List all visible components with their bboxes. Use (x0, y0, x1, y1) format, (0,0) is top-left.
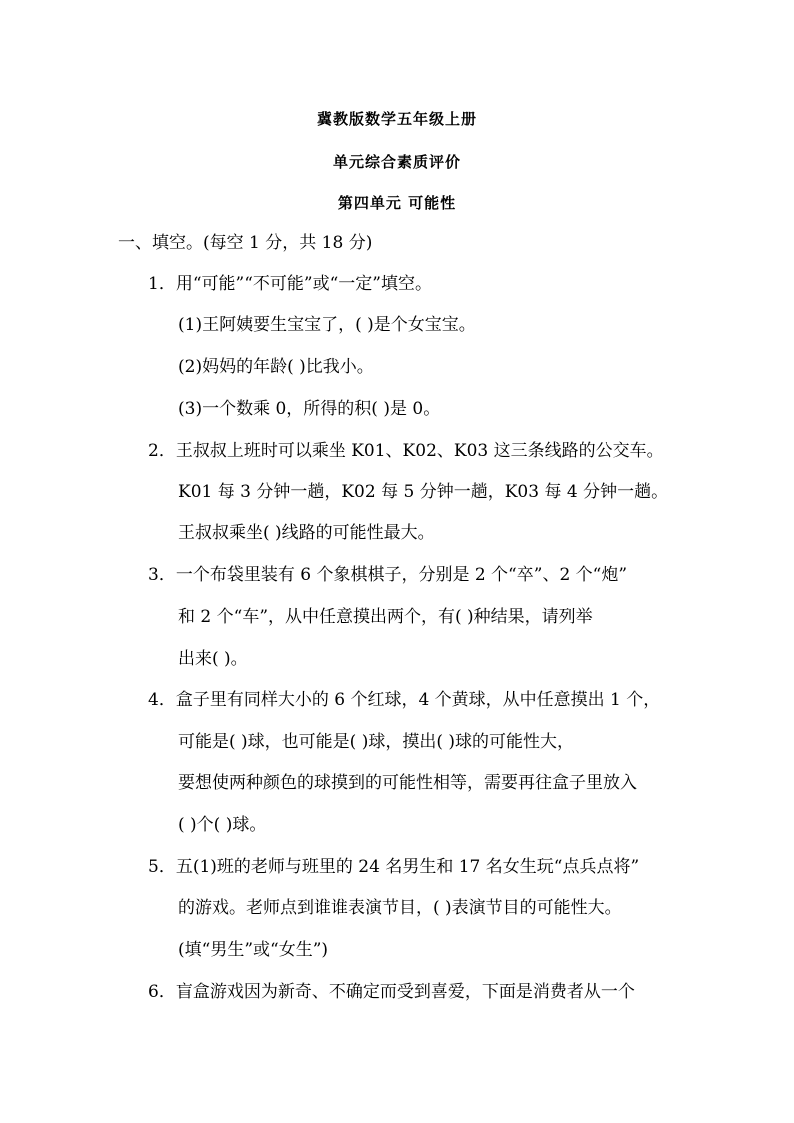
section-heading-fill-blank: 一、填空。(每空 1 分，共 18 分) (118, 233, 373, 253)
question-1-sub-3: (3)一个数乘 0，所得的积( )是 0。 (178, 399, 441, 419)
question-5-line-1: 5．五(1)班的老师与班里的 24 名男生和 17 名女生玩“点兵点将” (148, 857, 640, 877)
unit-title: 第四单元 可能性 (337, 194, 457, 212)
question-2-line-1: 2．王叔叔上班时可以乘坐 K01、K02、K03 这三条线路的公交车。 (148, 441, 664, 461)
question-1-stem: 1．用“可能”“不可能”或“一定”填空。 (148, 274, 432, 294)
question-2-line-3: 王叔叔乘坐( )线路的可能性最大。 (178, 523, 435, 543)
question-6-line-1: 6．盲盒游戏因为新奇、不确定而受到喜爱，下面是消费者从一个 (148, 982, 635, 1002)
question-5-line-2: 的游戏。老师点到谁谁表演节目，( )表演节目的可能性大。 (178, 898, 622, 918)
question-4-line-4: ( )个( )球。 (178, 815, 267, 835)
question-5-line-3: (填“男生”或“女生”) (178, 940, 329, 960)
assessment-title: 单元综合素质评价 (332, 153, 461, 171)
question-2-line-2: K01 每 3 分钟一趟，K02 每 5 分钟一趟，K03 每 4 分钟一趟。 (178, 482, 669, 502)
question-4-line-3: 要想使两种颜色的球摸到的可能性相等，需要再往盒子里放入 (178, 773, 637, 793)
question-3-line-3: 出来( )。 (178, 649, 248, 669)
book-title: 冀教版数学五年级上册 (316, 110, 477, 128)
question-3-line-2: 和 2 个“车”，从中任意摸出两个，有( )种结果，请列举 (178, 607, 593, 627)
question-1-sub-1: (1)王阿姨要生宝宝了，( )是个女宝宝。 (178, 315, 476, 335)
question-4-line-2: 可能是( )球，也可能是( )球，摸出( )球的可能性大， (178, 732, 575, 752)
question-3-line-1: 3．一个布袋里装有 6 个象棋棋子，分别是 2 个“卒”、2 个“炮” (148, 565, 628, 585)
question-1-sub-2: (2)妈妈的年龄( )比我小。 (178, 357, 374, 377)
question-4-line-1: 4．盒子里有同样大小的 6 个红球，4 个黄球，从中任意摸出 1 个， (148, 690, 661, 710)
